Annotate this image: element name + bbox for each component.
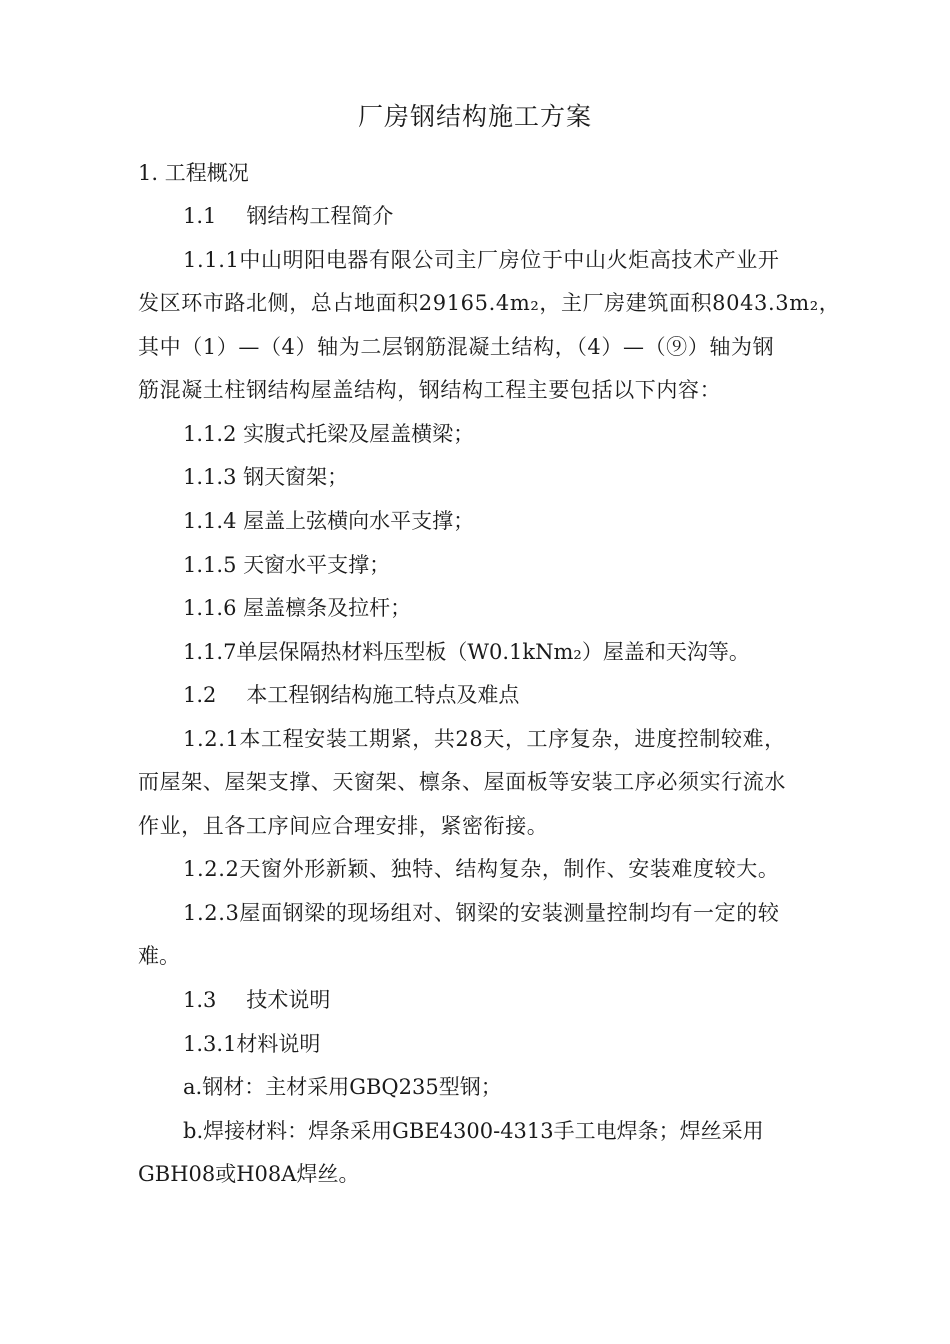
paragraph-1-1-1-line-4: 筋混凝土柱钢结构屋盖结构，钢结构工程主要包括以下内容： <box>138 378 722 402</box>
paragraph-a: a.钢材：主材采用GBQ235型钢； <box>183 1075 502 1099</box>
paragraph-b-line-2: GBH08或H08A焊丝。 <box>138 1162 360 1186</box>
subsection-number: 1.3 <box>183 988 217 1012</box>
subsection-heading-1-1 <box>183 201 393 231</box>
paragraph-b-line-1: b.焊接材料：焊条采用GBE4300-4313手工电焊条；焊丝采用 <box>183 1119 764 1143</box>
list-item: 1.1.7单层保隔热材料压型板（W0.1kNm₂）屋盖和天沟等。 <box>183 640 750 664</box>
paragraph-1-2-1-line-2: 而屋架、屋架支撑、天窗架、檩条、屋面板等安装工序必须实行流水 <box>138 770 786 794</box>
paragraph-1-1-1-line-1: 1.1.1中山明阳电器有限公司主厂房位于中山火炬高技术产业开 <box>183 248 780 272</box>
subsection-title: 本工程钢结构施工特点及难点 <box>246 683 520 707</box>
subsection-title: 技术说明 <box>246 988 331 1012</box>
paragraph-1-2-3-line-1: 1.2.3屋面钢梁的现场组对、钢梁的安装测量控制均有一定的较 <box>183 901 780 925</box>
subsection-heading-1-3 <box>183 985 330 1015</box>
subsection-number: 1.1 <box>183 204 217 228</box>
list-item: 1.1.3 钢天窗架； <box>183 465 349 489</box>
subsection-title: 钢结构工程简介 <box>246 204 394 228</box>
list-item: 1.1.4 屋盖上弦横向水平支撑； <box>183 509 475 533</box>
paragraph-1-2-2: 1.2.2天窗外形新颖、独特、结构复杂，制作、安装难度较大。 <box>183 857 780 881</box>
paragraph-1-3-1: 1.3.1材料说明 <box>183 1032 321 1056</box>
paragraph-1-1-1-line-3: 其中（1）—（4）轴为二层钢筋混凝土结构，（4）—（⑨）轴为钢 <box>138 335 775 359</box>
document-title: 厂房钢结构施工方案 <box>357 102 592 131</box>
subsection-heading-1-2 <box>183 680 519 710</box>
section-heading-1: 1. 工程概况 <box>138 161 249 185</box>
paragraph-1-1-1-line-2: 发区环市路北侧，总占地面积29165.4m₂，主厂房建筑面积8043.3m₂， <box>138 291 841 315</box>
subsection-number: 1.2 <box>183 683 217 707</box>
list-item: 1.1.2 实腹式托梁及屋盖横梁； <box>183 422 475 446</box>
paragraph-1-2-1-line-3: 作业，且各工序间应合理安排，紧密衔接。 <box>138 814 549 838</box>
list-item: 1.1.5 天窗水平支撑； <box>183 553 391 577</box>
paragraph-1-2-1-line-1: 1.2.1本工程安装工期紧，共28天，工序复杂，进度控制较难， <box>183 727 786 751</box>
paragraph-1-2-3-line-2: 难。 <box>138 944 180 968</box>
list-item: 1.1.6 屋盖檩条及拉杆； <box>183 596 412 620</box>
